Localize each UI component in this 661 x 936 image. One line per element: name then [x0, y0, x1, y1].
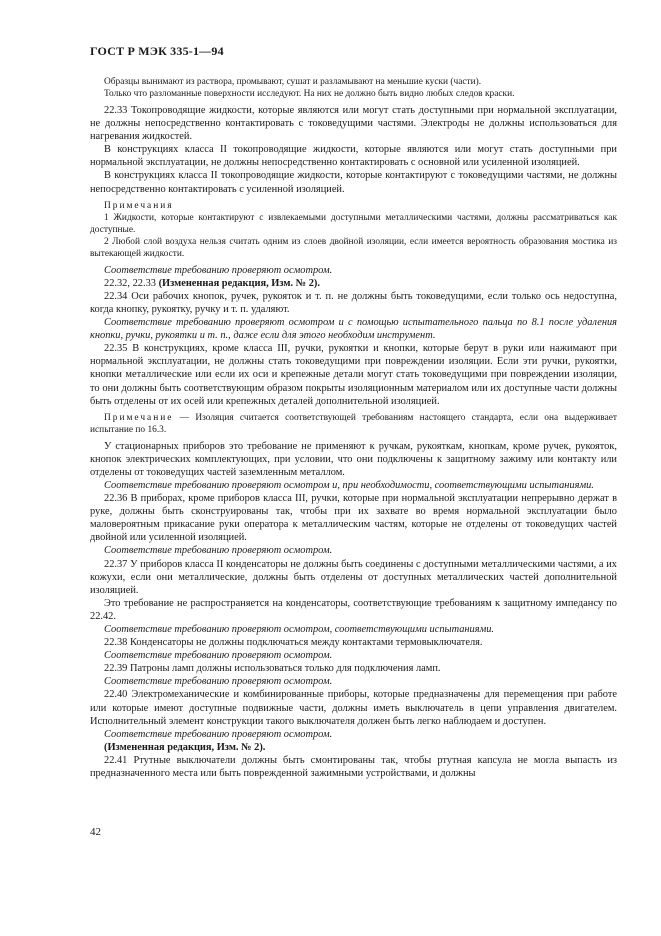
- note: Примечание — Изоляция считается соответствующей требованиям настоящего стандарта, если она выдерживает испытание по 16.3.: [90, 412, 617, 435]
- notes-heading: Примечания: [104, 200, 174, 211]
- document-body: [90, 76, 617, 780]
- clause-22-40: 22.40 Электромеханические и комбинированные приборы, которые предназначены для перемещения при работе или которые имеют доступные подвижные части, должны иметь выключатель в цепи управления двигателем. Исполнительный элемент конструкции такого выключателя должен быть легко наблюдаем и доступен.: [90, 689, 617, 727]
- page-header: ГОСТ Р МЭК 335-1—94: [90, 44, 224, 58]
- clause-22-34: 22.34 Оси рабочих кнопок, ручек, рукояток и т. п. не должны быть токоведущими, если только ось недоступна, когда кнопку, рукоятку, ручку и т. п. удаляют.: [90, 290, 617, 315]
- amendment-line: (Измененная редакция, Изм. № 2).: [104, 741, 266, 753]
- clause-22-38: 22.38 Конденсаторы не должны подключаться между контактами термовыключателя.: [104, 637, 483, 649]
- compliance-statement: Соответствие требованию проверяют осмотром, соответствующими испытаниями.: [104, 624, 494, 635]
- compliance-statement: Соответствие требованию проверяют осмотром.: [104, 264, 333, 276]
- paragraph: Образцы вынимают из раствора, промывают, сушат и разламывают на меньшие куски (части).: [104, 77, 482, 87]
- clause-22-39: 22.39 Патроны ламп должны использоваться только для подключения ламп.: [104, 663, 441, 675]
- page-number: 42: [90, 826, 101, 838]
- clause-22-41: 22.41 Ртутные выключатели должны быть смонтированы так, чтобы ртутная капсула не могла выпасть из предназначенного места или быть поврежденной зажимными устройствами, и должны: [90, 754, 617, 780]
- clause-22-35: 22.35 В конструкциях, кроме класса III, ручки, рукоятки и кнопки, которые берут в руки или нажимают при нормальной эксплуатации, не должны стать токоведущими при повреждении изоляции. Если эти ручки, рукоятки, кнопки металлические или если их оси и крепежные детали могут стать токоведущими при повреждении изоляции, то они должны быть соответствующим образом покрыты изоляционным материалом или их доступные части должны быть отделены от их осей или крепежных деталей дополнительной изоляцией.: [90, 343, 617, 407]
- compliance-statement: Соответствие требованию проверяют осмотром и, при необходимости, соответствующими испытаниями.: [104, 479, 594, 491]
- paragraph: Только что разломанные поверхности исследуют. На них не должно быть видно любых следов краски.: [104, 89, 515, 99]
- note: 1 Жидкости, которые контактируют с извлекаемыми доступными металлическими частями, должны рассматриваться как доступные.: [90, 212, 617, 235]
- compliance-statement: Соответствие требованию проверяют осмотром.: [104, 728, 333, 740]
- clause-22-37: 22.37 У приборов класса II конденсаторы не должны быть соединены с доступными металлическими частями, а их кожухи, если они металлические, должны быть отделены от доступных металлических частей дополнительной изоляцией.: [90, 558, 617, 596]
- compliance-statement: Соответствие требованию проверяют осмотром.: [104, 676, 333, 688]
- compliance-statement: Соответствие требованию проверяют осмотром.: [104, 545, 333, 557]
- paragraph: В конструкциях класса II токопроводящие жидкости, которые контактируют с токоведущими частями, не должны непосредственно контактировать с усиленной изоляцией.: [90, 170, 617, 195]
- compliance-statement: Соответствие требованию проверяют осмотром и с помощью испытательного пальца по 8.1 после удаления кнопки, ручки, рукоятки и т. п., даже если для этого необходим инструмент.: [90, 317, 617, 342]
- paragraph: Это требование не распространяется на конденсаторы, соответствующие требованиям к защитному импедансу по 22.42.: [90, 597, 617, 622]
- compliance-statement: Соответствие требованию проверяют осмотром.: [104, 650, 333, 662]
- clause-22-33: 22.33 Токопроводящие жидкости, которые являются или могут стать доступными при нормальной эксплуатации, не должны непосредственно контактировать с токоведущими частями. Электроды не должны использоваться для нагревания жидкостей.: [90, 105, 617, 143]
- clause-22-36: 22.36 В приборах, кроме приборов класса III, ручки, которые при нормальной эксплуатации непрерывно держат в руке, должны быть сконструированы так, чтобы при их захвате во время нормальной эксплуатации было маловероятным прикасание руки оператора к металлическим частям, которые не отделены от токоведущих частей двойной или усиленной изоляцией.: [90, 493, 617, 544]
- paragraph: У стационарных приборов это требование не применяют к ручкам, рукояткам, кнопкам, кроме ручек, рукояток, кнопок электрических комплектующих, при условии, что они подключены к защитному зажиму или контакту или отделены от токоведущих частей заземленным металлом.: [90, 440, 617, 478]
- amendment-line: 22.32, 22.33 (Измененная редакция, Изм. № 2).: [104, 277, 320, 289]
- note: 2 Любой слой воздуха нельзя считать одним из слоев двойной изоляции, если имеется вероятность образования мостика из вытекающей жидкости.: [90, 236, 617, 259]
- paragraph: В конструкциях класса II токопроводящие жидкости, которые являются или могут стать доступными при нормальной эксплуатации, не должны непосредственно контактировать с основной или усиленной изоляцией.: [90, 144, 617, 169]
